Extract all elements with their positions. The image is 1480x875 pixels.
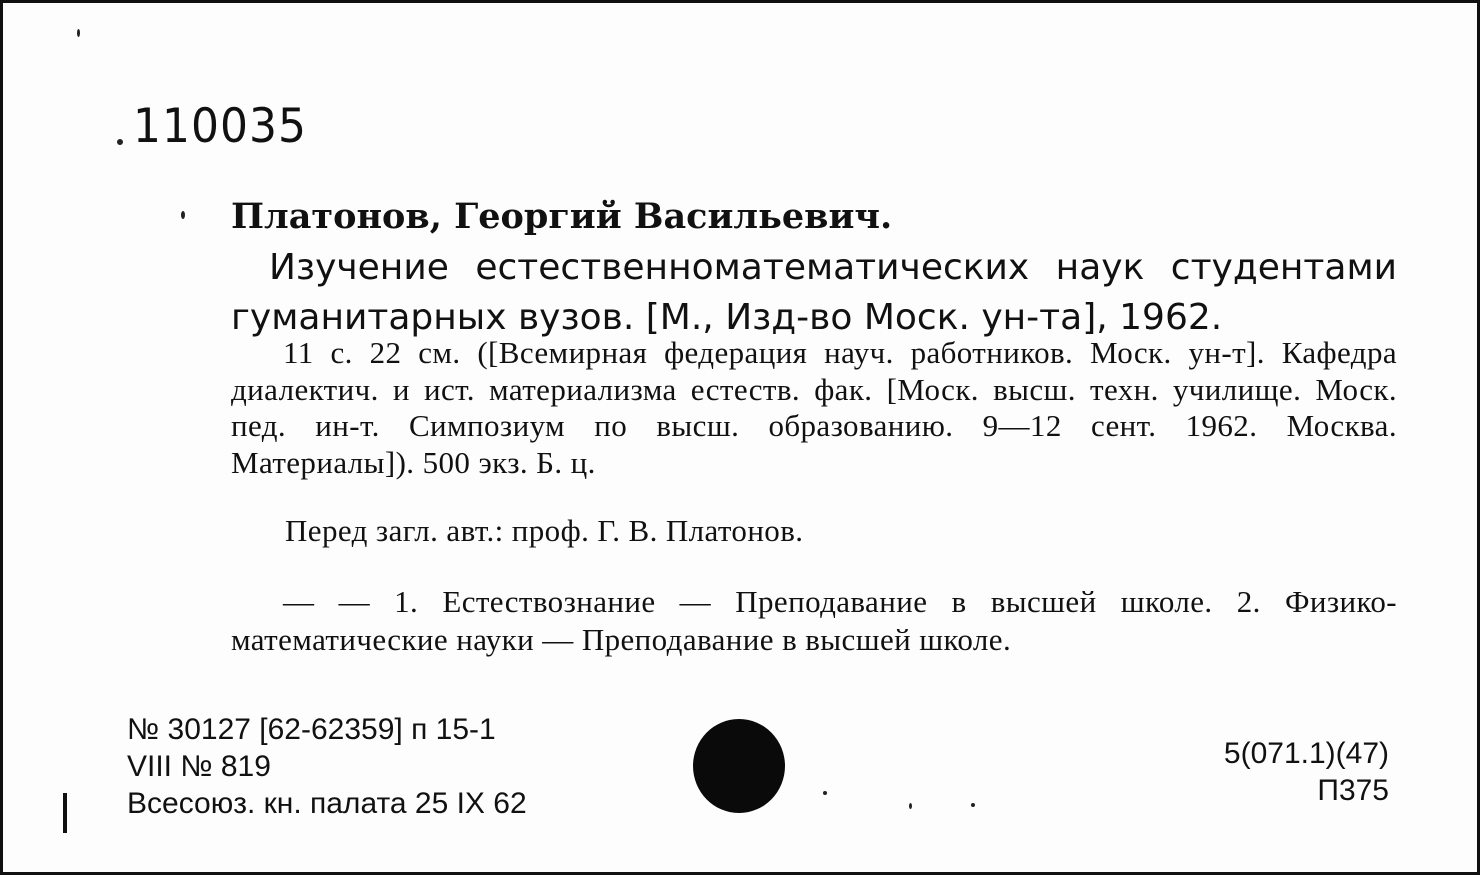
punch-hole [693, 719, 785, 813]
ink-speck [971, 803, 975, 807]
ink-speck [77, 29, 80, 37]
imprint-line-publisher: Всесоюз. кн. палата 25 IX 62 [127, 787, 527, 820]
physical-description: 11 с. 22 см. ([Всемирная федерация науч. работников. Моск. ун-т]. Кафедра диалектич. и ист. материализма естеств. фак. [Моск. высш. техн. училище. Моск. пед. ин-т. Симпозиум по высш. образованию. 9—12 сент. 1962. Москва. Материалы]). 500 экз. Б. ц. [231, 335, 1397, 480]
author-note: Перед загл. авт.: проф. Г. В. Платонов. [285, 513, 804, 548]
ink-speck [909, 803, 912, 809]
ink-speck [181, 211, 185, 219]
author-heading: Платонов, Георгий Васильевич. [231, 196, 893, 237]
imprint-block [127, 711, 527, 822]
ink-speck [117, 139, 123, 145]
card-number: 110035 [133, 99, 307, 155]
author-code: П375 [1317, 774, 1389, 807]
ink-speck [823, 791, 827, 795]
classification-block [1224, 735, 1389, 809]
edge-mark [63, 793, 67, 833]
imprint-line-series: VIII № 819 [127, 750, 271, 783]
udc-code: 5(071.1)(47) [1223, 737, 1389, 770]
imprint-line-registration: № 30127 [62-62359] п 15-1 [127, 713, 496, 746]
subject-headings: — — 1. Естествознание — Преподавание в высшей школе. 2. Физико-математические науки — Преподавание в высшей школе. [231, 584, 1397, 657]
title-statement: Изучение естественноматематических наук студентами гуманитарных вузов. [М., Изд-во Моск. ун-та], 1962. [231, 247, 1397, 338]
